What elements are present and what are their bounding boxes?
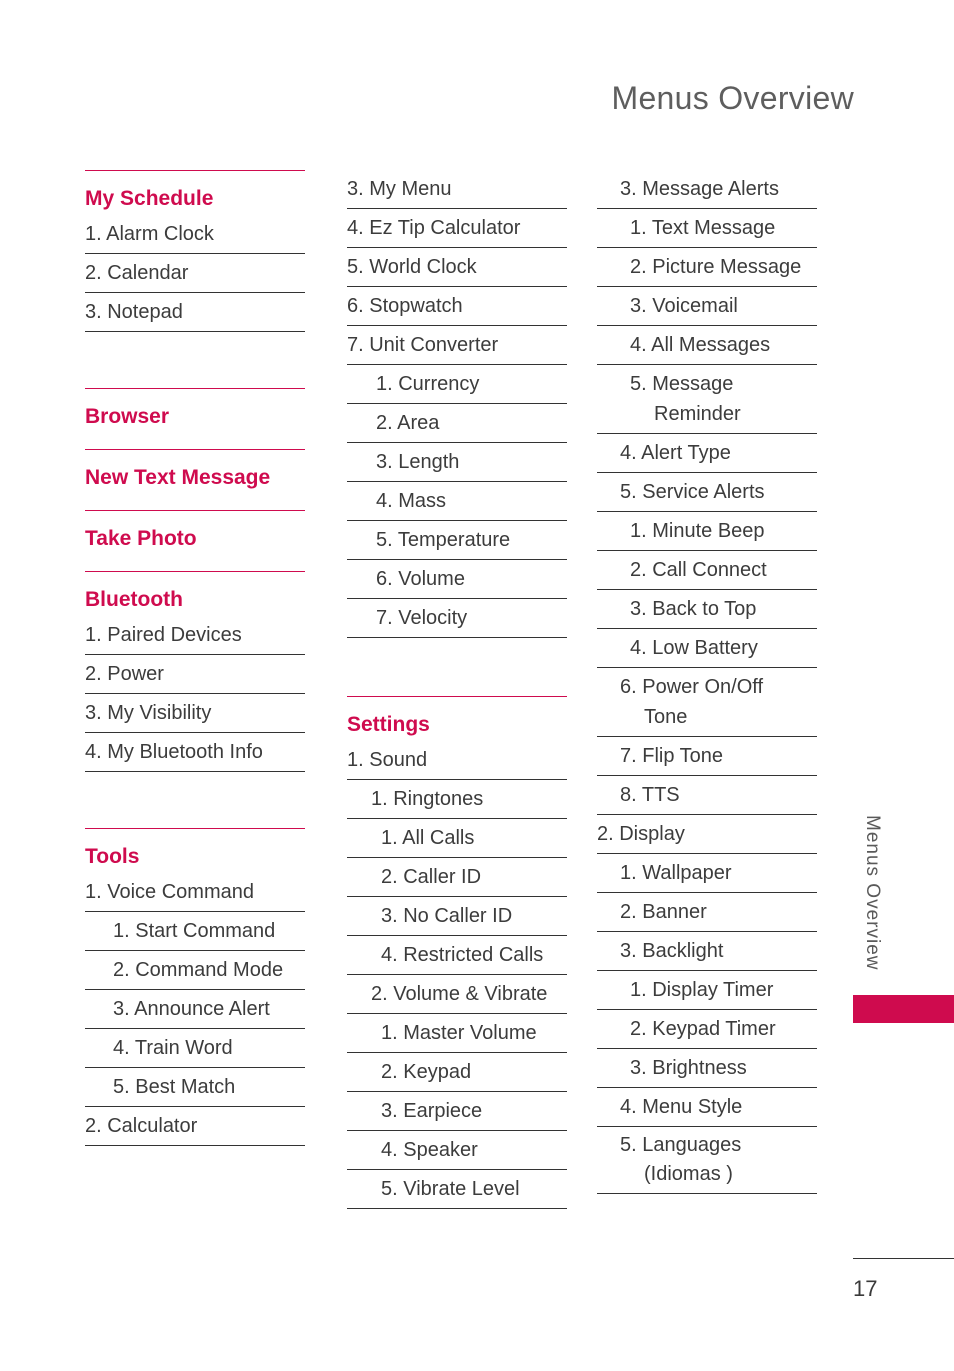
menu-item: 2. Picture Message	[597, 248, 817, 287]
menu-item: 4. Alert Type	[597, 434, 817, 473]
menu-item: 3. Length	[347, 443, 567, 482]
menu-column-2	[347, 170, 567, 1209]
menu-item: 4. Ez Tip Calculator	[347, 209, 567, 248]
menu-item: 4. Menu Style	[597, 1088, 817, 1127]
menu-item: 4. My Bluetooth Info	[85, 733, 305, 772]
menu-item: 4. Restricted Calls	[347, 936, 567, 975]
menu-item-line: 5. Languages	[620, 1134, 742, 1156]
menu-item: 2. Volume & Vibrate	[347, 975, 567, 1014]
menu-item-line: (Idiomas )	[644, 1163, 733, 1185]
menu-item: 1. Ringtones	[347, 780, 567, 819]
menu-item: 1. Minute Beep	[597, 512, 817, 551]
menu-item: 1. Display Timer	[597, 971, 817, 1010]
menu-item: 4. Low Battery	[597, 629, 817, 668]
menu-item: 8. TTS	[597, 776, 817, 815]
side-section-tab	[853, 995, 954, 1023]
menu-item-multiline	[597, 1127, 817, 1194]
menu-item: 5. Best Match	[85, 1068, 305, 1107]
menu-item: 2. Banner	[597, 893, 817, 932]
browser-heading: Browser	[85, 388, 305, 449]
menu-item: 2. Keypad Timer	[597, 1010, 817, 1049]
menu-item: 2. Keypad	[347, 1053, 567, 1092]
menu-item: 1. Text Message	[597, 209, 817, 248]
menu-item: 3. Message Alerts	[597, 170, 817, 209]
menu-item: 1. Alarm Clock	[85, 215, 305, 254]
menu-item: 2. Caller ID	[347, 858, 567, 897]
menu-item: 4. Speaker	[347, 1131, 567, 1170]
menu-item-line: Reminder	[654, 403, 741, 425]
menu-item: 7. Unit Converter	[347, 326, 567, 365]
menu-item: 2. Area	[347, 404, 567, 443]
menu-item: 3. Backlight	[597, 932, 817, 971]
menu-item: 6. Volume	[347, 560, 567, 599]
menu-item: 4. Mass	[347, 482, 567, 521]
menu-column-3	[597, 170, 817, 1194]
menu-column-1	[85, 170, 305, 1146]
menu-item: 7. Velocity	[347, 599, 567, 638]
menu-item: 1. Paired Devices	[85, 616, 305, 655]
menu-item-line: 6. Power On/Off	[620, 676, 764, 698]
side-section-label: Menus Overview	[862, 815, 883, 971]
bluetooth-heading: Bluetooth	[85, 571, 305, 616]
menu-item: 6. Stopwatch	[347, 287, 567, 326]
menu-item: 1. Master Volume	[347, 1014, 567, 1053]
menu-item: 5. Temperature	[347, 521, 567, 560]
menu-item: 3. Earpiece	[347, 1092, 567, 1131]
footer-rule	[853, 1258, 954, 1259]
menu-item: 1. Start Command	[85, 912, 305, 951]
menu-item: 2. Display	[597, 815, 817, 854]
menu-item: 5. Vibrate Level	[347, 1170, 567, 1209]
menu-item: 1. Currency	[347, 365, 567, 404]
menu-item: 2. Calculator	[85, 1107, 305, 1146]
menu-item: 5. Service Alerts	[597, 473, 817, 512]
menu-item: 2. Power	[85, 655, 305, 694]
menu-item: 4. Train Word	[85, 1029, 305, 1068]
new-text-message-heading: New Text Message	[85, 449, 305, 510]
menu-item: 7. Flip Tone	[597, 737, 817, 776]
menu-item: 2. Command Mode	[85, 951, 305, 990]
menu-item-multiline	[597, 668, 817, 737]
page-title: Menus Overview	[611, 80, 854, 116]
menu-item: 3. No Caller ID	[347, 897, 567, 936]
settings-heading: Settings	[347, 696, 567, 741]
menu-item: 3. Voicemail	[597, 287, 817, 326]
page-number: 17	[853, 1276, 878, 1301]
menu-item: 3. My Menu	[347, 170, 567, 209]
menu-item: 3. My Visibility	[85, 694, 305, 733]
menu-item: 3. Brightness	[597, 1049, 817, 1088]
menu-item-line: Tone	[644, 706, 688, 728]
menu-item: 3. Back to Top	[597, 590, 817, 629]
menu-item: 3. Announce Alert	[85, 990, 305, 1029]
menu-item: 2. Calendar	[85, 254, 305, 293]
menu-item: 5. World Clock	[347, 248, 567, 287]
menu-item: 1. Wallpaper	[597, 854, 817, 893]
my-schedule-heading: My Schedule	[85, 170, 305, 215]
menu-item: 3. Notepad	[85, 293, 305, 332]
take-photo-heading: Take Photo	[85, 510, 305, 571]
tools-heading: Tools	[85, 828, 305, 873]
menu-item-multiline	[597, 365, 817, 434]
menu-item: 1. Voice Command	[85, 873, 305, 912]
menu-item: 4. All Messages	[597, 326, 817, 365]
menu-item: 2. Call Connect	[597, 551, 817, 590]
menu-item: 1. Sound	[347, 741, 567, 780]
menu-item: 1. All Calls	[347, 819, 567, 858]
menu-item-line: 5. Message	[630, 373, 734, 395]
